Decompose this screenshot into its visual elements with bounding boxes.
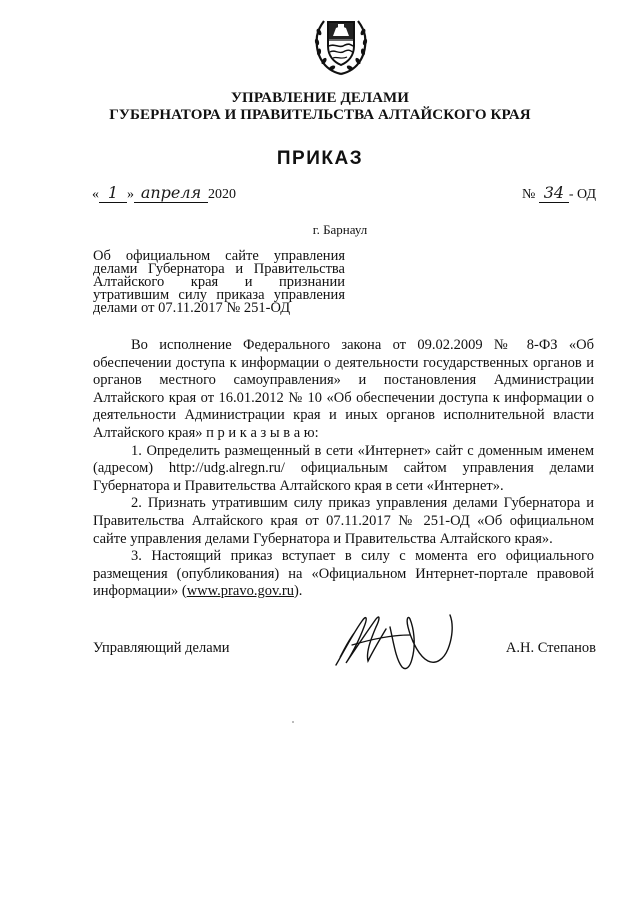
- pravo-link[interactable]: www.pravo.gov.ru: [186, 583, 294, 600]
- document-body: [93, 337, 594, 601]
- date-day-field: [99, 183, 127, 203]
- number-value: 34: [543, 183, 565, 202]
- signatory-title: Управляющий делами: [93, 640, 230, 656]
- body-paragraph: 2. Признать утратившим силу приказ управления делами Губернатора и Правительства Алтайского края от 07.11.2017 № 251-ОД «Об официальном сайте управления делами Губернатора и Правительства Алтайского края».: [93, 495, 594, 547]
- date-close-quote: »: [127, 187, 134, 202]
- document-date: [92, 183, 236, 203]
- body-paragraph: 1. Определить размещенный в сети «Интернет» сайт с доменным именем (адресом) http://udg.alregn.ru/ официальным сайтом управления делами Губернатора и Правительства Алтайского края в сети «Интернет».: [93, 442, 594, 494]
- date-month-field: [134, 183, 208, 203]
- number-suffix: - ОД: [568, 187, 596, 202]
- document-number: [522, 183, 596, 203]
- body-paragraph: Во исполнение Федерального закона от 09.02.2009 № 8-ФЗ «Об обеспечении доступа к информации о деятельности государственных органов и органов местного самоуправления» и постановления Администрации Алтайского края от 16.01.2012 № 10 «Об обеспечении доступа к информации о деятельности Администрации края и иных органов исполнительной власти Алтайского края» п р и к а з ы в а ю:: [93, 337, 594, 441]
- coat-of-arms-icon: [311, 12, 371, 78]
- body-paragraph: [93, 548, 594, 601]
- document-subject: Об официальном сайте управления делами Губернатора и Правительства Алтайского края и признании утратившим силу приказа управления делами от 07.11.2017 № 251-ОД: [93, 248, 345, 316]
- date-open-quote: «: [92, 187, 99, 202]
- signatory-name: А.Н. Степанов: [505, 640, 596, 656]
- city: г. Барнаул: [312, 222, 368, 237]
- organization-name-line2: ГУБЕРНАТОРА И ПРАВИТЕЛЬСТВА АЛТАЙСКОГО КРАЯ: [109, 107, 531, 123]
- number-prefix: №: [522, 187, 536, 202]
- document-type-title: ПРИКАЗ: [276, 148, 364, 169]
- handwritten-signature: [332, 605, 464, 675]
- scan-speck: [292, 721, 294, 723]
- organization-name-line1: УПРАВЛЕНИЕ ДЕЛАМИ: [230, 90, 410, 106]
- date-year: 2020: [208, 187, 236, 202]
- paragraph-text: ).: [293, 583, 303, 600]
- number-field: [539, 183, 569, 203]
- date-day: 1: [107, 183, 119, 202]
- date-month: апреля: [140, 183, 202, 202]
- paragraph-text: 3. Настоящий приказ вступает в силу с момента его официального размещения (опубликования) на «Официальном Интернет-портале правовой информации» (: [93, 548, 594, 600]
